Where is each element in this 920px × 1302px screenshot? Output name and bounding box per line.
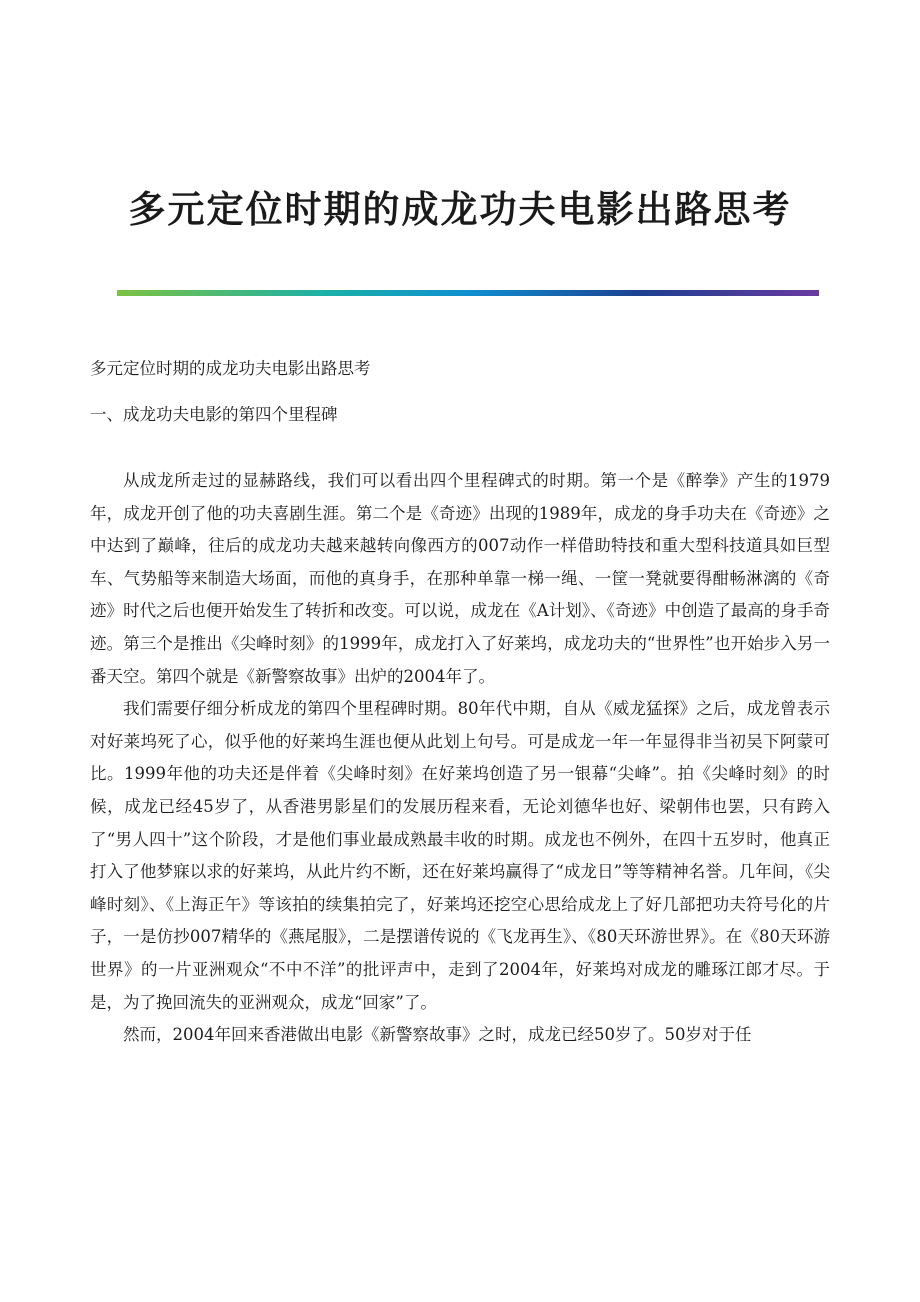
section-heading: 一、成龙功夫电影的第四个里程碑 [90,405,338,424]
body-text [90,465,830,1052]
document-subtitle: 多元定位时期的成龙功夫电影出路思考 [90,359,371,378]
document-title: 多元定位时期的成龙功夫电影出路思考 [128,187,792,231]
paragraph: 我们需要仔细分析成龙的第四个里程碑时期。80年代中期，自从《威龙猛探》之后，成龙曾表示对好莱坞死了心，似乎他的好莱坞生涯也便从此划上句号。可是成龙一年一年显得非当初吴下阿蒙可比。1999年他的功夫还是伴着《尖峰时刻》在好莱坞创造了另一银幕“尖峰”。拍《尖峰时刻》的时候，成龙已经45岁了，从香港男影星们的发展历程来看，无论刘德华也好、梁朝伟也罢，只有跨入了“男人四十”这个阶段，才是他们事业最成熟最丰收的时期。成龙也不例外，在四十五岁时，他真正打入了他梦寐以求的好莱坞，从此片约不断，还在好莱坞赢得了“成龙日”等等精神名誉。几年间，《尖峰时刻》、《上海正午》等该拍的续集拍完了，好莱坞还挖空心思给成龙上了好几部把功夫符号化的片子，一是仿抄007精华的《燕尾服》，二是摆谱传说的《飞龙再生》、《80天环游世界》。在《80天环游世界》的一片亚洲观众“不中不洋”的批评声中，走到了2004年，好莱坞对成龙的雕琢江郎才尽。于是，为了挽回流失的亚洲观众，成龙“回家”了。 [90,699,830,1012]
paragraph: 从成龙所走过的显赫路线，我们可以看出四个里程碑式的时期。第一个是《醉拳》产生的1979年，成龙开创了他的功夫喜剧生涯。第二个是《奇迹》出现的1989年，成龙的身手功夫在《奇迹》之中达到了巅峰，往后的成龙功夫越来越转向像西方的007动作一样借助特技和重大型科技道具如巨型车、气势船等来制造大场面，而他的真身手，在那种单靠一梯一绳、一筐一凳就要得酣畅淋漓的《奇迹》时代之后也便开始发生了转折和改变。可以说，成龙在《A计划》、《奇迹》中创造了最高的身手奇迹。第三个是推出《尖峰时刻》的1999年，成龙打入了好莱坞，成龙功夫的“世界性”也开始步入另一番天空。第四个就是《新警察故事》出炉的2004年了。 [90,471,830,686]
paragraph: 然而，2004年回来香港做出电影《新警察故事》之时，成龙已经50岁了。50岁对于任 [123,1025,752,1045]
gradient-divider [117,290,819,296]
